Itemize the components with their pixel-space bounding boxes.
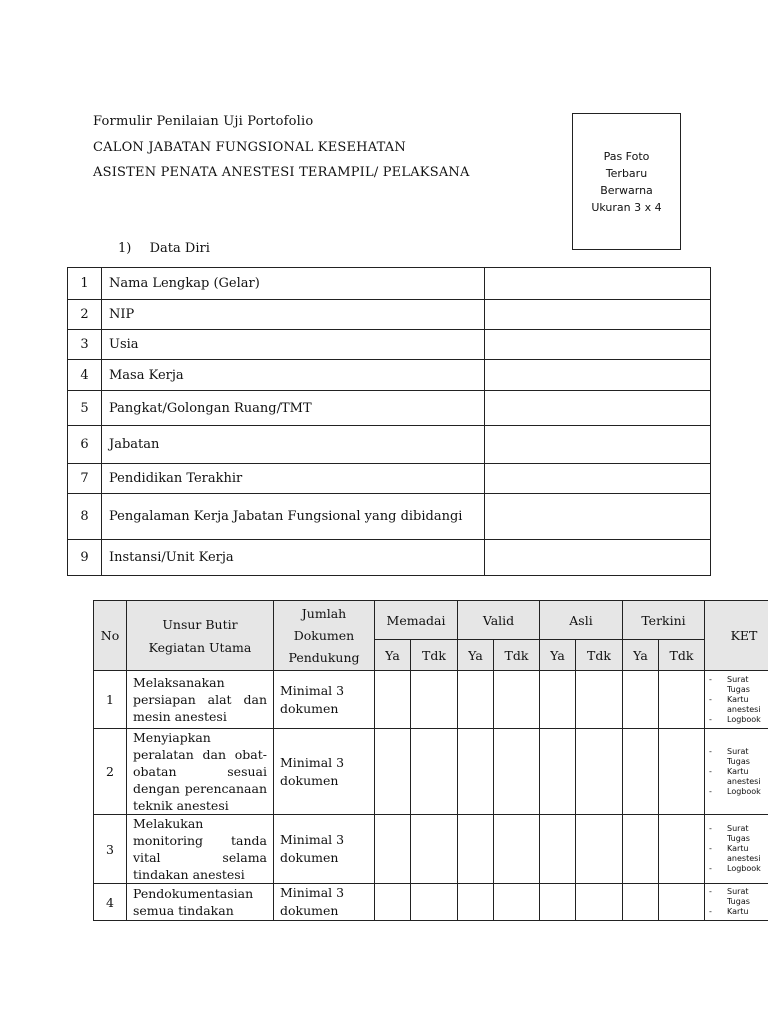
ket-text: Surat — [727, 746, 749, 756]
ket-text: Surat — [727, 674, 749, 684]
row-label: Masa Kerja — [102, 360, 485, 391]
check-cell[interactable] — [659, 884, 705, 921]
check-cell[interactable] — [458, 884, 494, 921]
row-number: 1 — [94, 671, 127, 729]
row-value-field[interactable] — [485, 268, 711, 300]
header-tdk: Tdk — [494, 640, 540, 671]
header-terkini: Terkini — [623, 601, 705, 640]
data-diri-row — [68, 268, 711, 300]
jumlah-dokumen: Minimal 3 dokumen — [274, 884, 375, 921]
row-label: Usia — [102, 330, 485, 360]
check-cell[interactable] — [623, 729, 659, 815]
ket-item — [709, 844, 768, 854]
row-number: 2 — [68, 300, 102, 330]
ket-item — [709, 897, 768, 907]
check-cell[interactable] — [659, 815, 705, 884]
check-cell[interactable] — [540, 729, 576, 815]
ket-text: anestesi — [727, 704, 761, 714]
header-tdk: Tdk — [659, 640, 705, 671]
data-diri-row — [68, 540, 711, 576]
header-unsur: Unsur Butir Kegiatan Utama — [127, 601, 274, 671]
row-value-field[interactable] — [485, 540, 711, 576]
check-cell[interactable] — [540, 884, 576, 921]
ket-item — [709, 757, 768, 767]
ket-item — [709, 824, 768, 834]
ket-item — [709, 907, 768, 917]
row-number: 4 — [94, 884, 127, 921]
ket-text: Tugas — [727, 756, 750, 766]
bullet-dash — [709, 834, 727, 844]
check-cell[interactable] — [494, 884, 540, 921]
table-row — [94, 884, 768, 921]
check-cell[interactable] — [494, 729, 540, 815]
check-cell[interactable] — [540, 671, 576, 729]
row-number: 4 — [68, 360, 102, 391]
table-row — [94, 815, 768, 884]
check-cell[interactable] — [576, 729, 623, 815]
check-cell[interactable] — [411, 884, 458, 921]
bullet-dash: - — [709, 766, 712, 776]
ket-text: anestesi — [727, 854, 761, 863]
ket-item — [709, 854, 768, 864]
penilaian-table — [93, 600, 768, 921]
row-value-field[interactable] — [485, 360, 711, 391]
ket-cell — [705, 729, 768, 815]
table-row — [94, 671, 768, 729]
check-cell[interactable] — [375, 884, 411, 921]
header-valid: Valid — [458, 601, 540, 640]
row-number: 3 — [94, 815, 127, 884]
row-number: 1 — [68, 268, 102, 300]
ket-text: Tugas — [727, 897, 750, 906]
ket-item — [709, 705, 768, 715]
check-cell[interactable] — [375, 671, 411, 729]
bullet-dash — [709, 897, 727, 907]
row-number: 8 — [68, 494, 102, 540]
form-subtitle-2: ASISTEN PENATA ANESTESI TERAMPIL/ PELAKSANA — [93, 165, 470, 180]
data-diri-row — [68, 426, 711, 464]
ket-text: Logbook — [727, 864, 761, 873]
jumlah-dokumen: Minimal 3 dokumen — [274, 729, 375, 815]
header-ya: Ya — [375, 640, 411, 671]
ket-text: Kartu — [727, 766, 749, 776]
header-ya: Ya — [623, 640, 659, 671]
row-number: 6 — [68, 426, 102, 464]
bullet-dash — [709, 777, 727, 787]
header-jumlah: Jumlah Dokumen Pendukung — [274, 601, 375, 671]
bullet-dash: - — [709, 844, 712, 853]
row-value-field[interactable] — [485, 391, 711, 426]
ket-cell — [705, 884, 768, 921]
header-ya: Ya — [540, 640, 576, 671]
row-number: 3 — [68, 330, 102, 360]
unsur-kegiatan: Pendokumentasian semua tindakan — [127, 884, 274, 921]
bullet-dash: - — [709, 824, 712, 833]
bullet-dash — [709, 757, 727, 767]
section-number: 1) — [118, 241, 132, 256]
bullet-dash — [709, 685, 727, 695]
ket-text: Logbook — [727, 714, 761, 724]
row-label: Nama Lengkap (Gelar) — [102, 268, 485, 300]
row-label: Pengalaman Kerja Jabatan Fungsional yang dibidangi — [102, 494, 485, 540]
photo-line: Terbaru — [605, 166, 648, 180]
bullet-dash: - — [709, 887, 712, 896]
row-label: Pendidikan Terakhir — [102, 464, 485, 494]
check-cell[interactable] — [623, 884, 659, 921]
ket-text: Surat — [727, 824, 749, 833]
data-diri-table — [67, 267, 711, 576]
photo-line: Pas Foto — [603, 149, 650, 163]
header-no: No — [94, 601, 127, 671]
ket-text: anestesi — [727, 776, 761, 786]
header-asli: Asli — [540, 601, 623, 640]
ket-item — [709, 777, 768, 787]
ket-text: Logbook — [727, 786, 761, 796]
header-ya: Ya — [458, 640, 494, 671]
row-value-field[interactable] — [485, 426, 711, 464]
unsur-kegiatan: Melakukan monitoring tanda vital selama tindakan anestesi — [127, 815, 274, 884]
row-number: 9 — [68, 540, 102, 576]
table-row — [94, 729, 768, 815]
check-cell[interactable] — [540, 815, 576, 884]
check-cell[interactable] — [494, 671, 540, 729]
ket-text: Tugas — [727, 684, 750, 694]
ket-text: Kartu — [727, 844, 749, 853]
data-diri-row — [68, 360, 711, 391]
row-number: 5 — [68, 391, 102, 426]
check-cell[interactable] — [576, 884, 623, 921]
check-cell[interactable] — [375, 815, 411, 884]
data-diri-row — [68, 391, 711, 426]
bullet-dash — [709, 854, 727, 864]
data-diri-row — [68, 464, 711, 494]
check-cell[interactable] — [576, 671, 623, 729]
check-cell[interactable] — [458, 671, 494, 729]
check-cell[interactable] — [458, 815, 494, 884]
bullet-dash: - — [709, 694, 712, 704]
ket-item — [709, 715, 768, 725]
ket-text: Kartu — [727, 907, 749, 916]
check-cell[interactable] — [458, 729, 494, 815]
row-value-field[interactable] — [485, 330, 711, 360]
ket-item — [709, 695, 768, 705]
check-cell[interactable] — [411, 729, 458, 815]
check-cell[interactable] — [623, 815, 659, 884]
section-heading — [118, 241, 210, 256]
section-title: Data Diri — [149, 241, 210, 256]
row-value-field[interactable] — [485, 300, 711, 330]
bullet-dash: - — [709, 746, 712, 756]
ket-item — [709, 675, 768, 685]
ket-text: Surat — [727, 887, 749, 896]
check-cell[interactable] — [411, 671, 458, 729]
photo-box — [572, 113, 681, 250]
jumlah-dokumen: Minimal 3 dokumen — [274, 815, 375, 884]
row-label: NIP — [102, 300, 485, 330]
photo-line: Ukuran 3 x 4 — [591, 200, 662, 214]
unsur-kegiatan: Melaksanakan persiapan alat dan mesin anestesi — [127, 671, 274, 729]
check-cell[interactable] — [659, 671, 705, 729]
check-cell[interactable] — [576, 815, 623, 884]
bullet-dash: - — [709, 714, 712, 724]
header-tdk: Tdk — [411, 640, 458, 671]
row-label: Instansi/Unit Kerja — [102, 540, 485, 576]
bullet-dash: - — [709, 674, 712, 684]
check-cell[interactable] — [659, 729, 705, 815]
row-label: Jabatan — [102, 426, 485, 464]
header-tdk: Tdk — [576, 640, 623, 671]
ket-cell — [705, 815, 768, 884]
ket-item — [709, 887, 768, 897]
header-memadai: Memadai — [375, 601, 458, 640]
data-diri-row — [68, 330, 711, 360]
bullet-dash: - — [709, 907, 712, 916]
form-title: Formulir Penilaian Uji Portofolio — [93, 114, 314, 129]
bullet-dash: - — [709, 864, 712, 873]
ket-cell — [705, 671, 768, 729]
data-diri-row — [68, 494, 711, 540]
check-cell[interactable] — [494, 815, 540, 884]
ket-item — [709, 787, 768, 797]
check-cell[interactable] — [411, 815, 458, 884]
row-value-field[interactable] — [485, 464, 711, 494]
row-value-field[interactable] — [485, 494, 711, 540]
ket-text: Kartu — [727, 694, 749, 704]
row-number: 7 — [68, 464, 102, 494]
ket-item — [709, 864, 768, 874]
jumlah-dokumen: Minimal 3 dokumen — [274, 671, 375, 729]
ket-item — [709, 834, 768, 844]
ket-item — [709, 747, 768, 757]
row-number: 2 — [94, 729, 127, 815]
bullet-dash: - — [709, 786, 712, 796]
bullet-dash — [709, 705, 727, 715]
check-cell[interactable] — [623, 671, 659, 729]
ket-item — [709, 767, 768, 777]
unsur-kegiatan: Menyiapkan peralatan dan obat-obatan sesuai dengan perencanaan teknik anestesi — [127, 729, 274, 815]
photo-line: Berwarna — [600, 183, 653, 197]
header-ket: KET — [705, 601, 768, 671]
data-diri-row — [68, 300, 711, 330]
ket-text: Tugas — [727, 834, 750, 843]
check-cell[interactable] — [375, 729, 411, 815]
form-subtitle-1: CALON JABATAN FUNGSIONAL KESEHATAN — [93, 140, 406, 155]
ket-item — [709, 685, 768, 695]
row-label: Pangkat/Golongan Ruang/TMT — [102, 391, 485, 426]
